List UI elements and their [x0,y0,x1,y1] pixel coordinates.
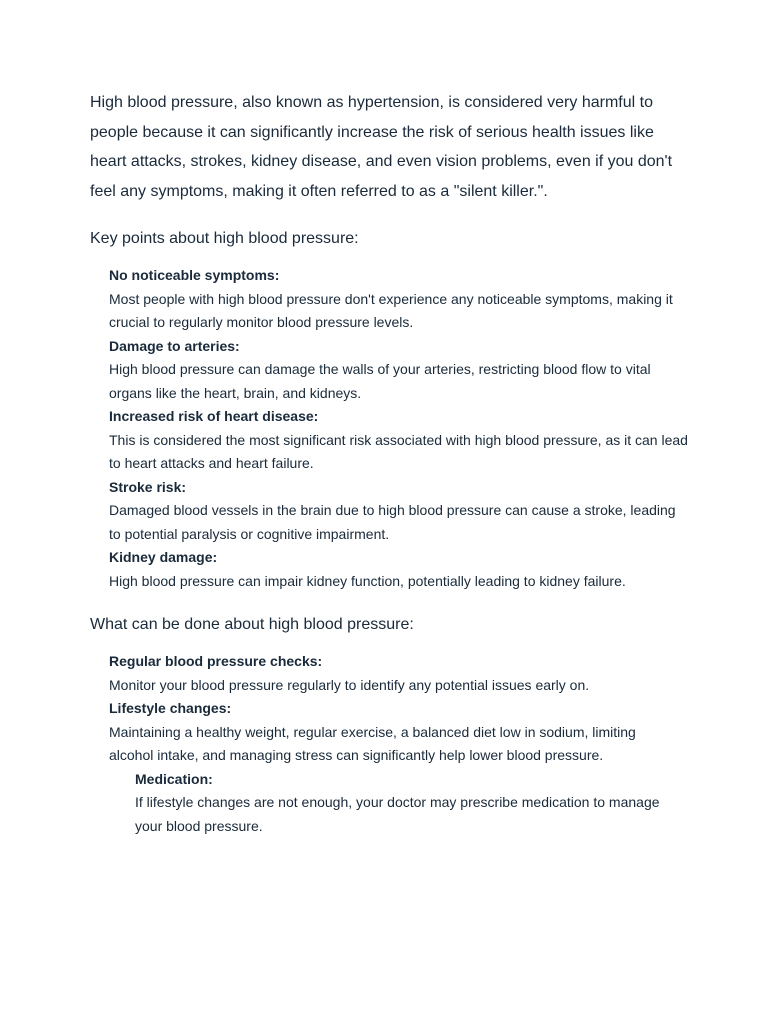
actions-heading: What can be done about high blood pressure: [90,616,414,633]
item-title: Increased risk of heart disease: [109,408,319,424]
item-title: Medication: [135,770,213,787]
item-text: This is considered the most significant risk associated with high blood pressure, as it can lead to heart attacks and heart failure. [109,431,688,471]
list-item [109,650,679,697]
item-text: Most people with high blood pressure don't experience any noticeable symptoms, making it crucial to regularly monitor blood pressure levels. [109,290,673,330]
item-title: No noticeable symptoms: [109,267,280,283]
intro-paragraph: High blood pressure, also known as hypertension, is considered very harmful to people because it can significantly increase the risk of serious health issues like heart attacks, strokes, kidney disease, and even vision problems, even if you don't feel any symptoms, making it often referred to as a "silent killer.". [90,94,673,200]
list-item [109,768,679,839]
item-text: If lifestyle changes are not enough, your doctor may prescribe medication to manage your blood pressure. [135,794,660,834]
key-points-heading: Key points about high blood pressure: [90,230,359,247]
list-item [109,405,689,476]
item-title: Lifestyle changes: [109,700,232,716]
item-title: Stroke risk: [109,478,187,495]
actions-list [109,650,679,838]
list-item [109,476,689,547]
item-title: Regular blood pressure checks: [109,653,323,669]
item-text: High blood pressure can damage the walls of your arteries, restricting blood flow to vital organs like the heart, brain, and kidneys. [109,361,651,401]
key-points-list [109,264,689,593]
item-title: Kidney damage: [109,549,218,565]
list-item [109,264,689,335]
item-text: Monitor your blood pressure regularly to identify any potential issues early on. [109,676,590,693]
list-item [109,697,679,768]
item-title: Damage to arteries: [109,337,240,354]
item-text: Maintaining a healthy weight, regular exercise, a balanced diet low in sodium, limiting alcohol intake, and managing stress can significantly help lower blood pressure. [109,723,636,763]
item-text: High blood pressure can impair kidney function, potentially leading to kidney failure. [109,572,626,589]
list-item [109,335,689,406]
item-text: Damaged blood vessels in the brain due to high blood pressure can cause a stroke, leading to potential paralysis or cognitive impairment. [109,502,676,542]
list-item [109,546,689,593]
